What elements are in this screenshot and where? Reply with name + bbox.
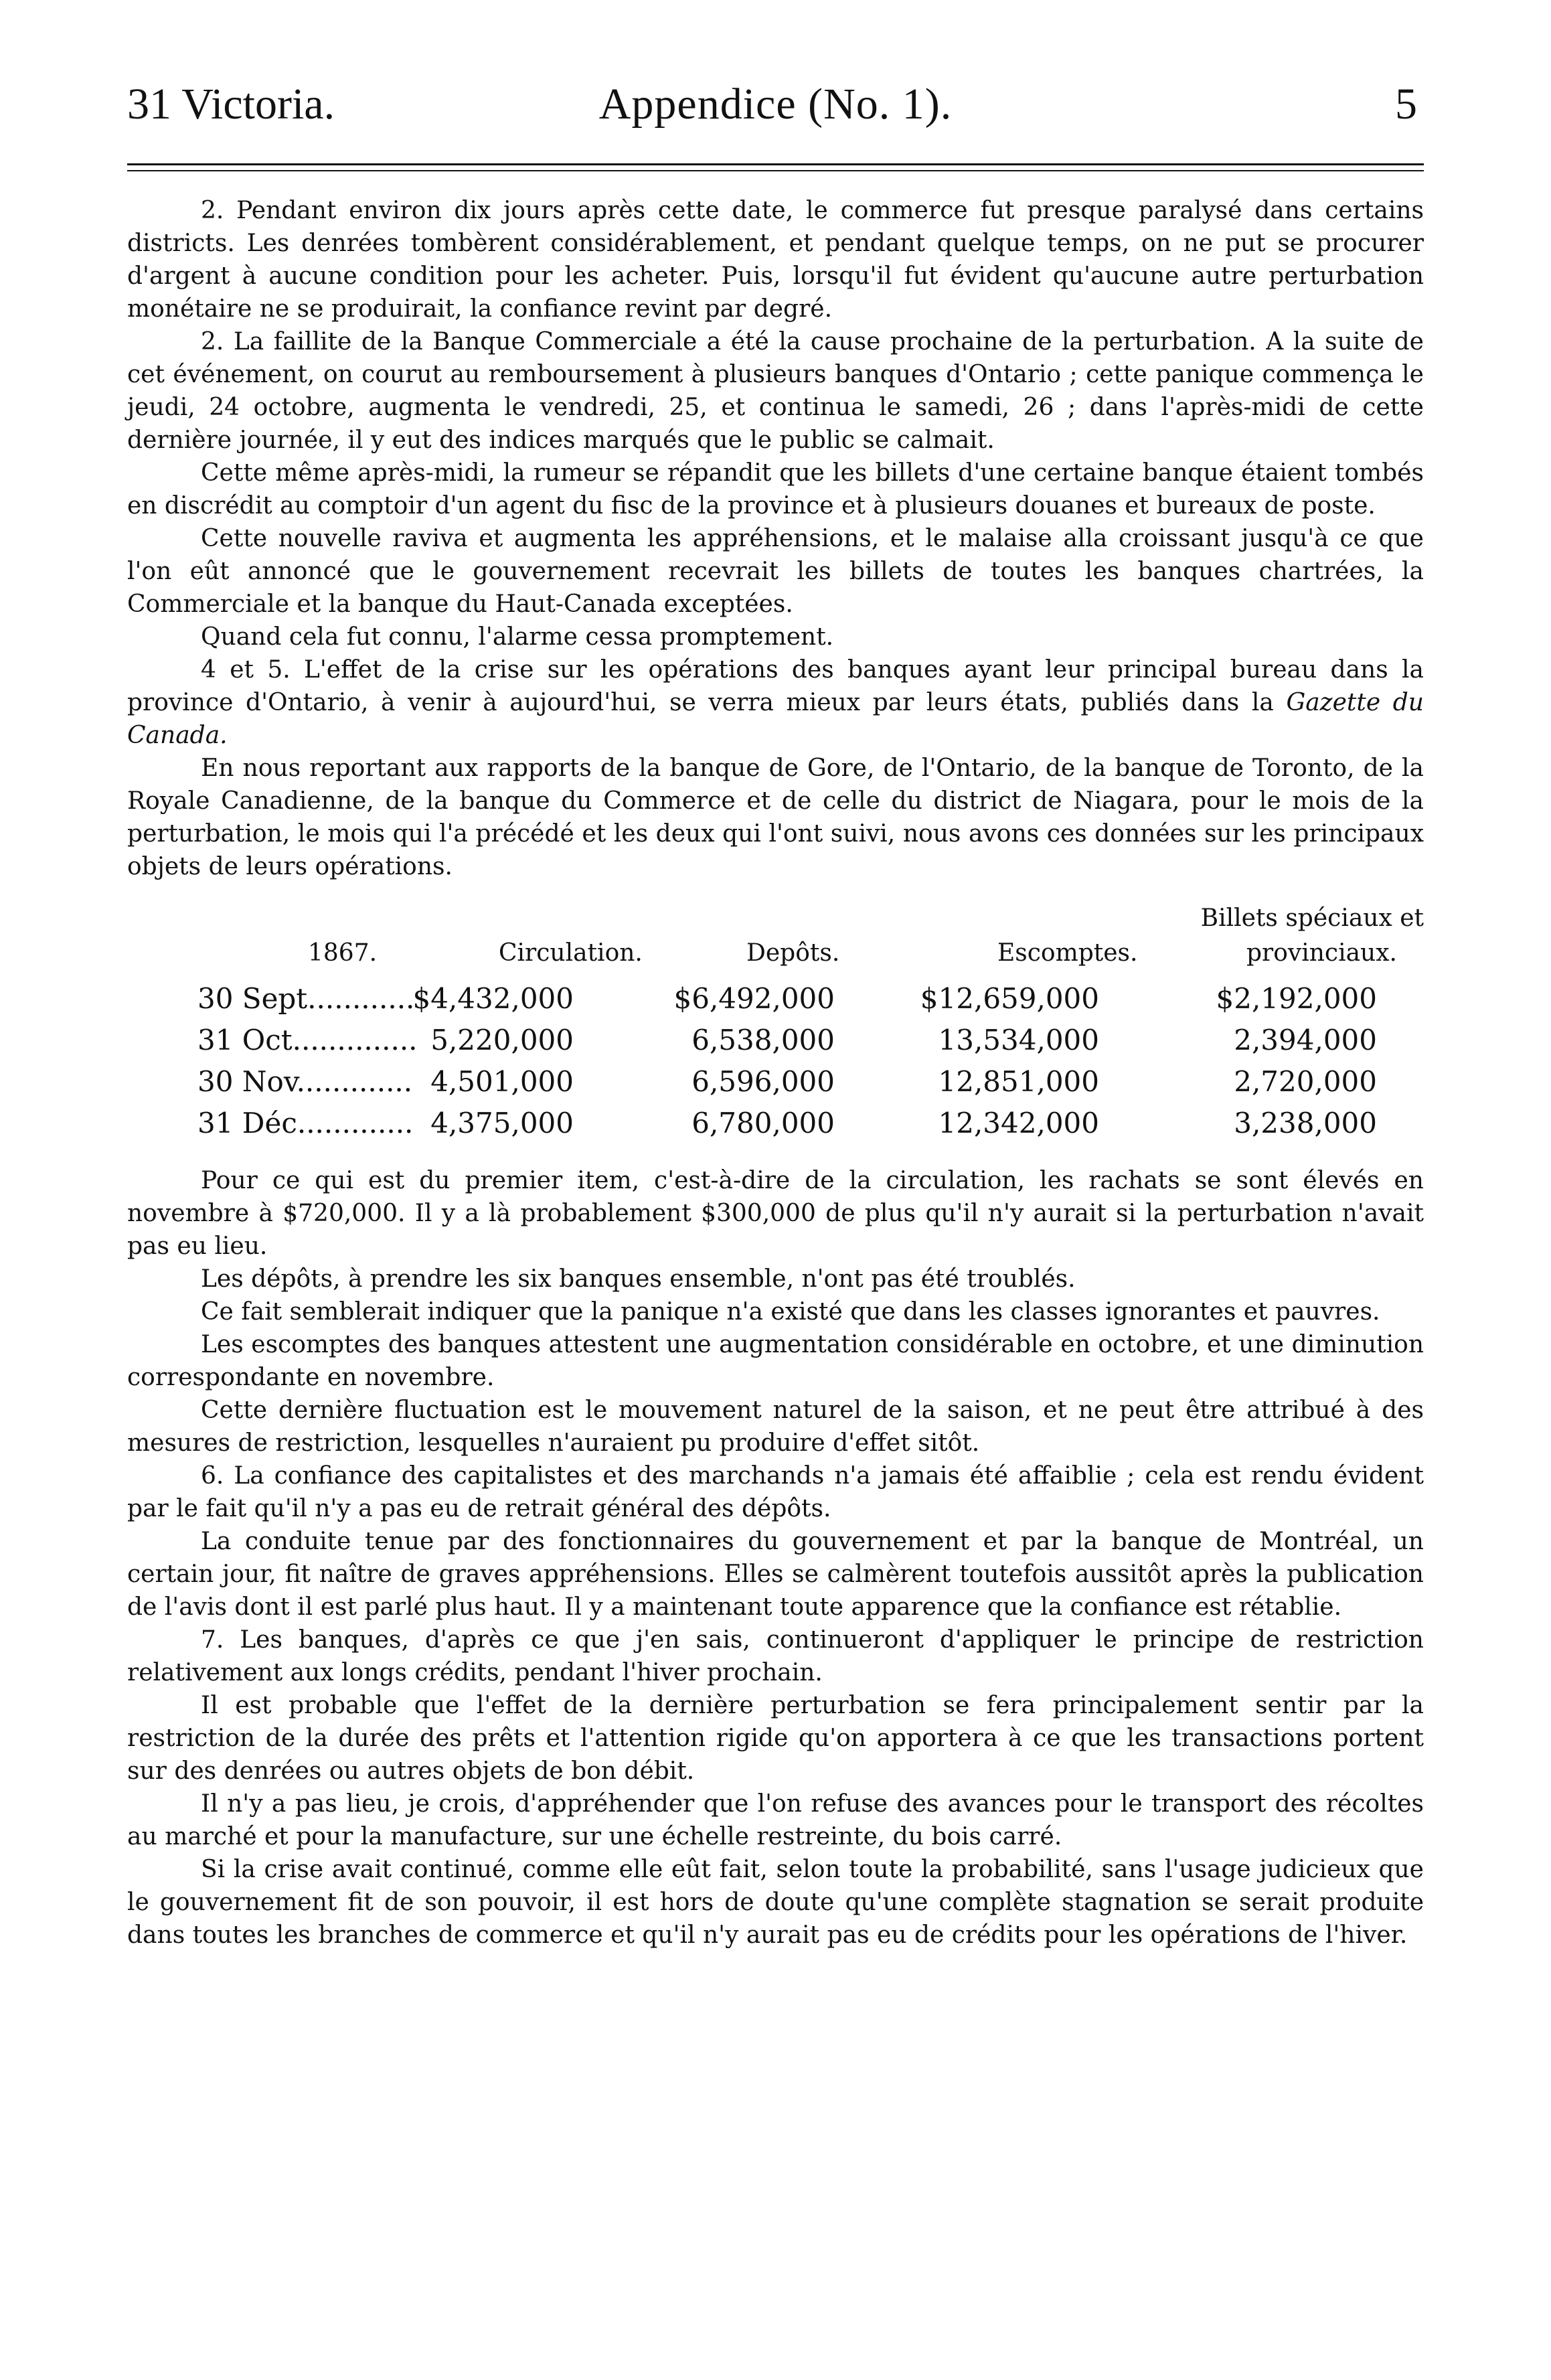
header-title	[127, 79, 1424, 130]
body-text	[127, 194, 1424, 1952]
page-header	[127, 79, 1424, 133]
cell-circulation: 4,375,000	[430, 1107, 574, 1139]
paragraph: La conduite tenue par des fonctionnaires du gouvernement et par la banque de Montréal, un certain jour, fit naître de graves appréhensions. Elles se calmèrent toutefois aussitôt après la publication de l'avis dont il est parlé plus haut. Il y a maintenant toute apparence que la confiance est rétablie.	[127, 1528, 1424, 1621]
paragraph: Cette même après-midi, la rumeur se répandit que les billets d'une certaine banque étaient tombés en discrédit au comptoir d'un agent du fisc de la province et à plusieurs douanes et bureaux de poste.	[127, 459, 1424, 520]
cell-escomptes: 13,534,000	[938, 1024, 1099, 1056]
header-session: 31 Victoria.	[127, 80, 335, 129]
bank-statistics-table	[127, 895, 1424, 1158]
cell-circulation: 5,220,000	[430, 1024, 574, 1056]
paragraph: Cette dernière fluctuation est le mouvement naturel de la saison, et ne peut être attribué à des mesures de restriction, lesquelles n'auraient pu produire d'effet sitôt.	[127, 1397, 1424, 1457]
table-row	[127, 1065, 1424, 1103]
paragraph: 7. Les banques, d'après ce que j'en sais, continueront d'appliquer le principe de restriction relativement aux longs crédits, pendant l'hiver prochain.	[127, 1626, 1424, 1686]
header-circulation: Circulation.	[499, 939, 643, 967]
cell-billets: $2,192,000	[1216, 982, 1377, 1015]
gazette-title: Gazette du Canada.	[127, 689, 1424, 749]
cell-circulation: 4,501,000	[430, 1065, 574, 1098]
table-row	[127, 1107, 1424, 1144]
header-title-text: Appendice (No. 1).	[598, 80, 953, 129]
cell-depots: $6,492,000	[673, 982, 835, 1015]
header-rule-top	[127, 163, 1424, 165]
header-year: 1867.	[308, 939, 378, 967]
cell-month: 30 Nov.............	[197, 1065, 413, 1098]
paragraph: 2. Pendant environ dix jours après cette date, le commerce fut presque paralysé dans certains districts. Les denrées tombèrent considérablement, et pendant quelque temps, on ne put se procurer d'argent à aucune condition pour les acheter. Puis, lorsqu'il fut évident qu'aucune autre perturbation monétaire ne se produirait, la confiance revint par degré.	[127, 197, 1424, 323]
paragraph: Cette nouvelle raviva et augmenta les appréhensions, et le malaise alla croissant jusqu'à ce que l'on eût annoncé que le gouvernement recevrait les billets de toutes les banques chartrées, la Commerciale et la banque du Haut-Canada exceptées.	[127, 525, 1424, 618]
cell-escomptes: $12,659,000	[920, 982, 1099, 1015]
header-billets-1: Billets spéciaux et	[1200, 904, 1424, 932]
gazette-text: 4 et 5. L'effet de la crise sur les opérations des banques ayant leur principal bureau dans la province d'Ontario, à venir à aujourd'hui, se verra mieux par leurs états, publiés dans la	[127, 656, 1424, 716]
paragraph: Ce fait semblerait indiquer que la panique n'a existé que dans les classes ignorantes et pauvres.	[201, 1298, 1380, 1326]
table-row	[127, 982, 1424, 1020]
cell-escomptes: 12,342,000	[938, 1107, 1099, 1139]
table-row	[127, 1024, 1424, 1061]
header-billets-2: provinciaux.	[1246, 939, 1397, 967]
cell-depots: 6,538,000	[691, 1024, 835, 1056]
paragraph: 2. La faillite de la Banque Commerciale a été la cause prochaine de la perturbation. A la suite de cet événement, on courut au remboursement à plusieurs banques d'Ontario ; cette panique commença le jeudi, 24 octobre, augmenta le vendredi, 25, et continua le samedi, 26 ; dans l'après-midi de cette dernière journée, il y eut des indices marqués que le public se calmait.	[127, 328, 1424, 454]
cell-depots: 6,780,000	[691, 1107, 835, 1139]
header-depots: Depôts.	[746, 939, 840, 967]
paragraph: En nous reportant aux rapports de la banque de Gore, de l'Ontario, de la banque de Toronto, de la Royale Canadienne, de la banque du Commerce et de celle du district de Niagara, pour le mois de la perturbation, le mois qui l'a précédé et les deux qui l'ont suivi, nous avons ces données sur les principaux objets de leurs opérations.	[127, 755, 1424, 880]
paragraph: Les escomptes des banques attestent une augmentation considérable en octobre, et une diminution correspondante en novembre.	[127, 1331, 1424, 1391]
cell-escomptes: 12,851,000	[938, 1065, 1099, 1098]
cell-month: 31 Oct..............	[197, 1024, 418, 1056]
paragraph: 6. La confiance des capitalistes et des marchands n'a jamais été affaiblie ; cela est rendu évident par le fait qu'il n'y a pas eu de retrait général des dépôts.	[127, 1462, 1424, 1522]
cell-month: 30 Sept............	[197, 982, 415, 1015]
cell-billets: 2,394,000	[1234, 1024, 1377, 1056]
cell-billets: 3,238,000	[1234, 1107, 1377, 1139]
header-rule-bottom	[127, 170, 1424, 171]
paragraph: Il n'y a pas lieu, je crois, d'appréhender que l'on refuse des avances pour le transport des récoltes au marché et pour la manufacture, sur une échelle restreinte, du bois carré.	[127, 1790, 1424, 1850]
paragraph: Si la crise avait continué, comme elle eût fait, selon toute la probabilité, sans l'usage judicieux que le gouvernement fit de son pouvoir, il est hors de doute qu'une complète stagnation se serait produite dans toutes les branches de commerce et qu'il n'y aurait pas eu de crédits pour les opérations de l'hiver.	[127, 1856, 1424, 1949]
page-number: 5	[1395, 80, 1417, 129]
header-escomptes: Escomptes.	[997, 939, 1138, 967]
cell-month: 31 Déc.............	[197, 1107, 414, 1139]
paragraph: Pour ce qui est du premier item, c'est-à-dire de la circulation, les rachats se sont élevés en novembre à $720,000. Il y a là probablement $300,000 de plus qu'il n'y aurait si la perturbation n'avait pas eu lieu.	[127, 1167, 1424, 1260]
cell-depots: 6,596,000	[691, 1065, 835, 1098]
paragraph: Quand cela fut connu, l'alarme cessa promptement.	[201, 623, 834, 651]
paragraph: Les dépôts, à prendre les six banques ensemble, n'ont pas été troublés.	[201, 1265, 1076, 1293]
cell-billets: 2,720,000	[1234, 1065, 1377, 1098]
paragraph: Il est probable que l'effet de la dernière perturbation se fera principalement sentir par la restriction de la durée des prêts et l'attention rigide qu'on apportera à ce que les transactions portent sur des denrées ou autres objets de bon débit.	[127, 1692, 1424, 1785]
cell-circulation: $4,432,000	[412, 982, 574, 1015]
paragraph-gazette	[127, 653, 1424, 752]
